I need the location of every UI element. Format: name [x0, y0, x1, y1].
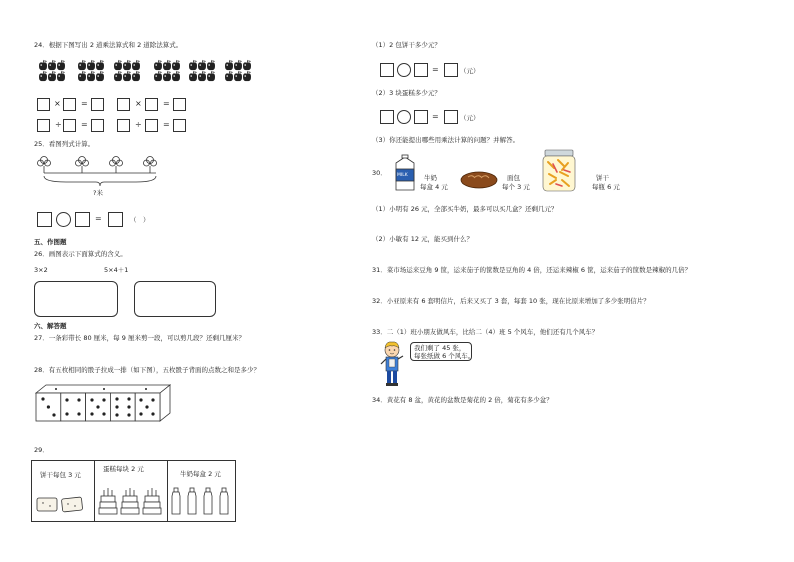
- speech-bubble: [410, 342, 475, 361]
- q24-box-2[interactable]: [63, 98, 76, 111]
- q25-paren: （ ）: [130, 216, 150, 224]
- part2-eq: =: [432, 112, 439, 121]
- q29-text: 29．: [34, 446, 49, 454]
- q24-op-8: =: [163, 120, 170, 129]
- q26-expr-1: 3×2: [34, 266, 48, 274]
- apple-icon: [171, 71, 181, 82]
- q24-op-7: ÷: [135, 120, 142, 129]
- tree-icon: [144, 157, 157, 174]
- bread-name: 面包: [507, 174, 520, 182]
- q31-text: 31．菜市场运来豆角 9 筐，运来茄子的筐数是豆角的 4 倍，还运来辣椒 6 筐，运来茄子的筐数是辣椒的几倍？: [372, 266, 692, 274]
- milk-bottle-icon: [188, 488, 196, 514]
- part2-box-1[interactable]: [380, 110, 394, 124]
- cake-icons: [99, 482, 163, 516]
- speech-line-2: 每张纸做 6 个风车。: [414, 352, 475, 360]
- part2-box-3[interactable]: [444, 110, 458, 124]
- section5-title: 五、作图题: [34, 238, 67, 246]
- milk-bottle-icon: [204, 488, 212, 514]
- apple-icon: [242, 71, 252, 82]
- q24-box-10[interactable]: [117, 119, 130, 132]
- milk-carton-text: MILK: [397, 173, 408, 178]
- q28-text: 28．有五枚相同的骰子拉成一排（如下图），五枚骰子背面的点数之和是多少？: [34, 366, 261, 374]
- cake-label: 蛋糕每块 2 元: [103, 465, 144, 473]
- q24-box-4[interactable]: [117, 98, 130, 111]
- q24-op-2: =: [81, 99, 88, 108]
- q25-text: 25．看图列式计算。: [34, 140, 95, 148]
- q24-text: 24．根据下图写出 2 道乘法算式和 2 道除法算式。: [34, 41, 183, 49]
- q27-text: 27．一条彩带长 80 厘米，每 9 厘米剪一段，可以剪几段？还剩几厘米？: [34, 334, 245, 342]
- tree-icon: [38, 157, 51, 174]
- q25-eq: =: [95, 214, 102, 223]
- part2-unit: （元）: [460, 114, 480, 122]
- apple-icon: [56, 71, 66, 82]
- q24-box-8[interactable]: [63, 119, 76, 132]
- q24-box-9[interactable]: [91, 119, 104, 132]
- apple-icon: [171, 60, 181, 71]
- q24-op-3: ×: [135, 99, 142, 108]
- dice-row: [36, 383, 176, 423]
- part1-box-2[interactable]: [414, 63, 428, 77]
- milk-price: 每盒 4 元: [420, 183, 448, 191]
- part3-text: （3）你还能提出哪些用乘法计算的问题？并解答。: [372, 136, 520, 144]
- q24-op-1: ×: [54, 99, 61, 108]
- q32-text: 32．小亚原来有 6 套明信片，后来又买了 3 套，每套 10 张，现在比原来增加了多少张明信片？: [372, 297, 650, 305]
- apple-icon: [131, 60, 141, 71]
- cookie-icons: [36, 495, 86, 515]
- q26-expr-2: 5×4＋1: [104, 266, 129, 274]
- milk-bottle-icon: [172, 488, 180, 514]
- q33-text: 33．二（1）班小朋友做风车，比给二（4）班 5 个风车，他们还有几个风车？: [372, 328, 599, 336]
- q24-box-7[interactable]: [37, 119, 50, 132]
- q24-op-6: =: [81, 120, 88, 129]
- child-icon: [380, 340, 404, 388]
- bread-icon: [460, 170, 498, 190]
- apple-icon: [56, 60, 66, 71]
- q26-draw-area-1[interactable]: [34, 281, 118, 317]
- part2-box-2[interactable]: [414, 110, 428, 124]
- q25-brace-label: ?米: [93, 189, 103, 197]
- apple-icon: [95, 60, 105, 71]
- part1-box-3[interactable]: [444, 63, 458, 77]
- cookie-jar-icon: [542, 150, 576, 192]
- part1-unit: （元）: [460, 67, 480, 75]
- apple-icon: [131, 71, 141, 82]
- milk-bottle-icons: [171, 488, 235, 516]
- milk-bottle-icon: [220, 488, 228, 514]
- q24-box-11[interactable]: [145, 119, 158, 132]
- part1-text: （1）2 包饼干多少元？: [372, 41, 441, 49]
- q24-op-4: =: [163, 99, 170, 108]
- q26-draw-area-2[interactable]: [134, 281, 216, 317]
- q25-box-1[interactable]: [37, 212, 52, 227]
- tree-icon: [110, 157, 123, 174]
- speech-line-1: 我们剩了 45 张，: [414, 344, 466, 352]
- apple-icon: [206, 71, 216, 82]
- q25-box-2[interactable]: [75, 212, 90, 227]
- part1-eq: =: [432, 65, 439, 74]
- apple-icon: [206, 60, 216, 71]
- tree-icon: [76, 157, 89, 174]
- cookie-jar-price: 每瓶 6 元: [592, 183, 620, 191]
- q34-text: 34．黄花有 8 盆，黄花的盆数是菊花的 2 倍，菊花有多少盆？: [372, 396, 553, 404]
- q24-op-5: ÷: [55, 120, 62, 129]
- part2-circle[interactable]: [397, 110, 411, 124]
- apple-icon: [242, 60, 252, 71]
- apple-icon: [95, 71, 105, 82]
- q25-box-3[interactable]: [108, 212, 123, 227]
- q24-box-12[interactable]: [173, 119, 186, 132]
- section6-title: 六、解答题: [34, 322, 67, 330]
- q24-box-5[interactable]: [145, 98, 158, 111]
- bread-price: 每个 3 元: [502, 183, 530, 191]
- cookie-jar-name: 饼干: [596, 174, 609, 182]
- q24-box-3[interactable]: [91, 98, 104, 111]
- q30-text: 30．: [372, 169, 387, 177]
- part1-circle[interactable]: [397, 63, 411, 77]
- q24-box-1[interactable]: [37, 98, 50, 111]
- cake-icon: [143, 488, 161, 514]
- cookie-icon: [61, 497, 82, 512]
- q24-box-6[interactable]: [173, 98, 186, 111]
- milk-label: 牛奶每盒 2 元: [180, 470, 221, 478]
- part2-text: （2）3 块蛋糕多少元？: [372, 89, 441, 97]
- part1-box-1[interactable]: [380, 63, 394, 77]
- cookie-label: 饼干每包 3 元: [40, 471, 81, 479]
- cake-icon: [99, 488, 117, 514]
- q26-text: 26．画图表示下面算式的含义。: [34, 250, 127, 258]
- tree-diagram: [36, 154, 176, 194]
- milk-name: 牛奶: [424, 174, 437, 182]
- cookie-icon: [37, 498, 57, 511]
- q30-part2-text: （2）小敏有 12 元，能买到什么？: [372, 235, 474, 243]
- q30-part1-text: （1）小明有 26 元，全部买牛奶，最多可以买几盒？还剩几元？: [372, 205, 558, 213]
- q25-circle[interactable]: [56, 212, 71, 227]
- cake-icon: [121, 488, 139, 514]
